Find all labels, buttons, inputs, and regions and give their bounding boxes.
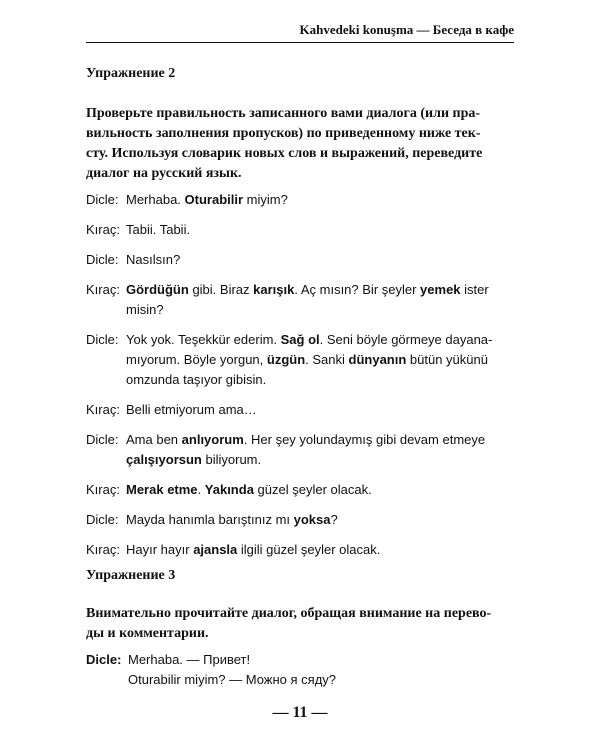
dialog-turn — [86, 330, 516, 390]
speaker-label: Dicle: — [86, 252, 119, 267]
instruction-line: Внимательно прочитайте диалог, обращая внимание на перево- — [86, 606, 492, 621]
dialog-line: Oturabilir miyim? — Можно я сяду? — [128, 672, 337, 687]
page-number: — 11 — — [272, 704, 328, 721]
speaker-label: Dicle: — [86, 192, 119, 207]
vocab-highlight: dünyanın — [348, 352, 407, 367]
exercise-3-dialog — [86, 650, 516, 690]
utterance-line — [126, 280, 516, 300]
instruction-line: ды и комментарии. — [86, 626, 209, 641]
exercise-2-dialog — [86, 190, 516, 570]
vocab-highlight: üzgün — [266, 352, 306, 367]
instruction-line: сту. Используя словарик новых слов и выражений, переведите — [86, 146, 483, 161]
text-segment: ? — [330, 512, 338, 527]
utterance — [126, 540, 516, 560]
text-segment: ister — [460, 282, 489, 297]
utterance — [126, 480, 516, 500]
text-segment: misin? — [126, 302, 164, 317]
utterance — [126, 250, 516, 270]
utterance: Merhaba. — Привет! — [128, 652, 251, 667]
dialog-turn — [86, 250, 516, 270]
vocab-highlight: yemek — [420, 282, 461, 297]
utterance — [126, 220, 516, 240]
utterance — [126, 280, 516, 320]
text-segment: . Seni böyle görmeye dayana- — [319, 332, 493, 347]
utterance-line — [126, 510, 516, 530]
dialog-turn — [86, 480, 516, 500]
vocab-highlight: Sağ ol — [280, 332, 320, 347]
utterance — [126, 190, 516, 210]
dialog-turn — [86, 510, 516, 530]
utterance — [126, 430, 516, 470]
utterance-line — [126, 330, 516, 350]
speaker-label: Kıraç: — [86, 282, 120, 297]
instruction-line: вильность заполнения пропусков) по приведенному ниже тек- — [86, 126, 481, 141]
exercise-2-instruction — [86, 104, 516, 184]
text-segment: miyim? — [243, 192, 288, 207]
text-segment: . Her şey yolundaymış gibi devam etmeye — [243, 432, 486, 447]
text-segment: Yok yok. Teşekkür ederim. — [126, 332, 281, 347]
dialog-turn — [86, 540, 516, 560]
utterance — [126, 330, 516, 390]
text-segment: gibi. Biraz — [188, 282, 254, 297]
speaker-label: Dicle: — [86, 512, 119, 527]
text-segment: Mayda hanımla barıştınız mı — [126, 512, 294, 527]
speaker-label: Kıraç: — [86, 402, 120, 417]
text-segment: . Sanki — [305, 352, 349, 367]
dialog-turn — [86, 220, 516, 240]
text-segment: Hayır hayır — [126, 542, 194, 557]
utterance — [126, 400, 516, 420]
text-segment: Ama ben — [126, 432, 182, 447]
text-segment: . — [197, 482, 205, 497]
exercise-2-title: Упражнение 2 — [86, 66, 176, 81]
text-segment: Nasılsın? — [126, 252, 181, 267]
utterance-line — [126, 400, 516, 420]
text-segment: güzel şeyler olacak. — [253, 482, 372, 497]
speaker-label: Kıraç: — [86, 482, 120, 497]
vocab-highlight: Gördüğün — [126, 282, 189, 297]
text-segment: ilgili güzel şeyler olacak. — [237, 542, 381, 557]
text-segment: . Aç mısın? Bir şeyler — [294, 282, 421, 297]
dialog-line — [86, 650, 516, 670]
running-header: Kahvedeki konuşma — Беседа в кафе — [299, 22, 514, 37]
text-segment: biliyorum. — [201, 452, 262, 467]
text-segment: Belli etmiyorum ama… — [126, 402, 257, 417]
vocab-highlight: yoksa — [293, 512, 331, 527]
dialog-turn — [86, 430, 516, 470]
utterance-line — [126, 430, 516, 450]
speaker-label: Dicle: — [86, 652, 122, 667]
exercise-3-title: Упражнение 3 — [86, 568, 176, 583]
utterance-line — [126, 190, 516, 210]
vocab-highlight: anlıyorum — [181, 432, 244, 447]
speaker-label: Dicle: — [86, 332, 119, 347]
text-segment: Merhaba. — [126, 192, 185, 207]
utterance-line — [126, 300, 516, 320]
vocab-highlight: Merak etme — [126, 482, 198, 497]
speaker-label: Dicle: — [86, 432, 119, 447]
header-rule — [86, 42, 514, 43]
utterance-line — [126, 220, 516, 240]
vocab-highlight: Oturabilir — [184, 192, 244, 207]
text-segment: Tabii. Tabii. — [126, 222, 191, 237]
speaker-label: Kıraç: — [86, 542, 120, 557]
instruction-line: диалог на русский язык. — [86, 166, 242, 181]
utterance-line — [126, 350, 516, 370]
text-segment: bütün yükünü — [406, 352, 488, 367]
utterance-line — [126, 370, 516, 390]
text-segment: mıyorum. Böyle yorgun, — [126, 352, 267, 367]
dialog-turn — [86, 190, 516, 210]
vocab-highlight: çalışıyorsun — [126, 452, 202, 467]
vocab-highlight: ajansla — [193, 542, 238, 557]
exercise-3-instruction — [86, 604, 516, 644]
utterance-line — [126, 480, 516, 500]
instruction-line: Проверьте правильность записанного вами диалога (или пра- — [86, 106, 481, 121]
utterance-line — [126, 250, 516, 270]
speaker-label: Kıraç: — [86, 222, 120, 237]
dialog-turn — [86, 400, 516, 420]
utterance — [126, 510, 516, 530]
vocab-highlight: karışık — [253, 282, 295, 297]
text-segment: omzunda taşıyor gibisin. — [126, 372, 267, 387]
vocab-highlight: Yakında — [204, 482, 254, 497]
utterance-line — [126, 540, 516, 560]
dialog-turn — [86, 280, 516, 320]
utterance-line — [126, 450, 516, 470]
